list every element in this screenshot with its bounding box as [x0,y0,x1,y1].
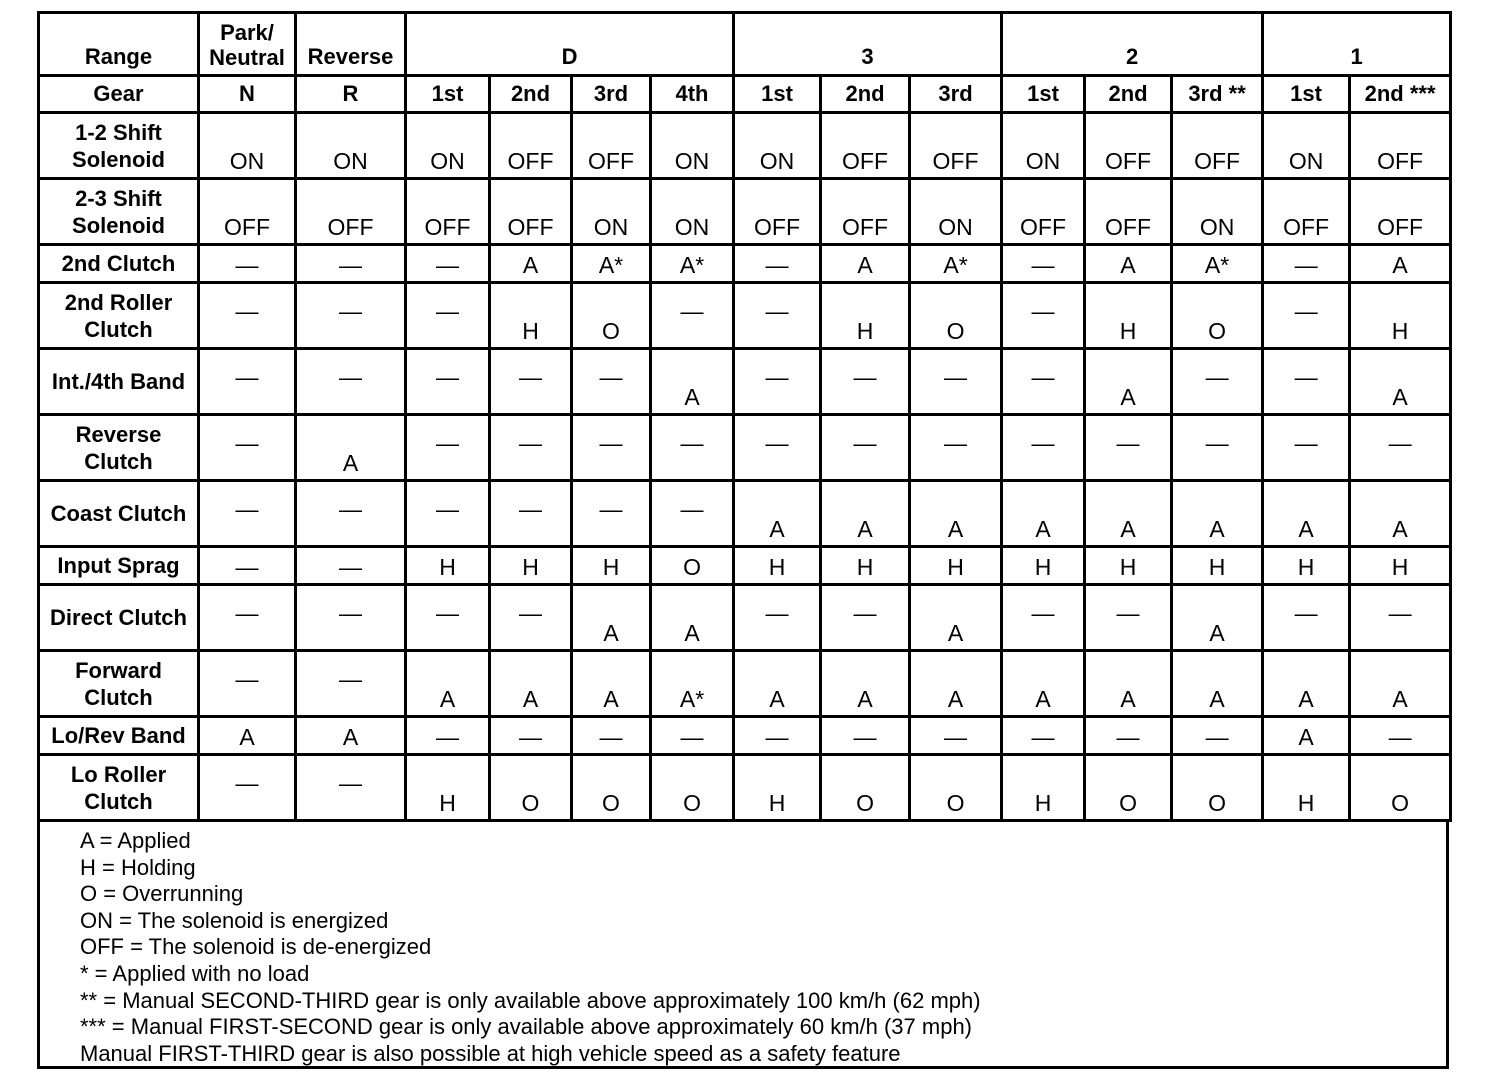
state-cell: H [1002,547,1085,585]
gear-header-label: Gear [39,76,199,113]
table-row [39,651,1451,717]
gear-header-cell: 3rd [910,76,1002,113]
state-cell: — [296,283,406,349]
legend-line: OFF = The solenoid is de-energized [80,934,432,960]
state-cell: A [1085,481,1172,547]
gear-header-cell: 2nd [490,76,572,113]
state-cell: ON [910,179,1002,245]
legend-line: * = Applied with no load [80,960,310,986]
state-cell: A [651,585,734,651]
table-row [39,179,1451,245]
component-label: Forward Clutch [39,651,199,717]
state-cell: — [296,585,406,651]
state-cell: OFF [1085,179,1172,245]
state-cell: A [910,481,1002,547]
gear-header-cell: N [199,76,296,113]
legend-line: A = Applied [80,828,191,853]
state-cell: — [572,717,651,755]
state-cell: — [199,755,296,821]
state-cell: — [199,585,296,651]
state-cell: A [406,651,490,717]
clutch-application-table [37,11,1452,822]
state-cell: A [296,717,406,755]
state-cell: A [490,245,572,283]
state-cell: A [734,481,821,547]
state-cell: A [1172,651,1263,717]
state-cell: — [1263,349,1350,415]
state-cell: A [1172,585,1263,651]
state-cell: A [490,651,572,717]
state-cell: — [1263,283,1350,349]
state-cell: O [910,283,1002,349]
state-cell: — [406,481,490,547]
state-cell: — [1263,585,1350,651]
table-row [39,113,1451,179]
gear-header-cell: 1st [1263,76,1350,113]
state-cell: A [1263,481,1350,547]
state-cell: — [296,481,406,547]
state-cell: H [1350,547,1451,585]
state-cell: — [406,415,490,481]
state-cell: — [1085,717,1172,755]
state-cell: O [572,283,651,349]
gear-header-cell: 1st [734,76,821,113]
state-cell: O [572,755,651,821]
state-cell: — [651,415,734,481]
state-cell: O [490,755,572,821]
state-cell: OFF [1085,113,1172,179]
state-cell: — [490,481,572,547]
state-cell: — [734,245,821,283]
state-cell: H [572,547,651,585]
state-cell: A [734,651,821,717]
state-cell: — [296,245,406,283]
state-cell: — [1002,283,1085,349]
state-cell: — [1002,585,1085,651]
state-cell: H [1350,283,1451,349]
component-label: Input Sprag [39,547,199,585]
state-cell: OFF [406,179,490,245]
table-row [39,283,1451,349]
state-cell: — [296,755,406,821]
gear-header-cell: 2nd [821,76,910,113]
state-cell: A [1263,651,1350,717]
state-cell: A [199,717,296,755]
gear-header-cell: 1st [1002,76,1085,113]
legend-line: *** = Manual FIRST-SECOND gear is only available above approximately 60 km/h (37 mph) [80,1014,973,1040]
state-cell: OFF [1350,113,1451,179]
state-cell: — [406,717,490,755]
gear-header-cell: 3rd [572,76,651,113]
state-cell: ON [199,113,296,179]
legend-line: H = Holding [80,854,196,880]
state-cell: — [1172,415,1263,481]
state-cell: — [910,415,1002,481]
state-cell: A [1002,481,1085,547]
state-cell: ON [734,113,821,179]
legend-line: ON = The solenoid is energized [80,907,389,933]
state-cell: OFF [1002,179,1085,245]
component-label: Coast Clutch [39,481,199,547]
state-cell: H [734,755,821,821]
state-cell: H [1172,547,1263,585]
range-header-cell: Park/ Neutral [199,13,296,76]
state-cell: — [821,349,910,415]
state-cell: ON [296,113,406,179]
table-row [39,245,1451,283]
state-cell: A [1172,481,1263,547]
state-cell: — [910,349,1002,415]
state-cell: ON [1263,113,1350,179]
state-cell: — [734,717,821,755]
state-cell: — [572,415,651,481]
component-label: 2-3 Shift Solenoid [39,179,199,245]
state-cell: A* [651,245,734,283]
range-header-cell: 1 [1263,13,1451,76]
state-cell: — [406,245,490,283]
range-header-row [39,13,1451,76]
state-cell: H [910,547,1002,585]
state-cell: ON [651,113,734,179]
state-cell: O [1172,755,1263,821]
state-cell: — [199,547,296,585]
state-cell: A [1085,651,1172,717]
legend-line: Manual FIRST-THIRD gear is also possible at high vehicle speed as a safety feature [80,1040,901,1066]
table-row [39,349,1451,415]
state-cell: A [821,245,910,283]
state-cell: — [199,349,296,415]
table-row [39,585,1451,651]
state-cell: ON [572,179,651,245]
state-cell: — [296,547,406,585]
state-cell: — [1002,717,1085,755]
state-cell: — [651,283,734,349]
state-cell: A [1350,481,1451,547]
range-header-cell: Reverse [296,13,406,76]
state-cell: A [1002,651,1085,717]
state-cell: A [296,415,406,481]
component-label: 2nd Clutch [39,245,199,283]
state-cell: — [1350,585,1451,651]
state-cell: ON [406,113,490,179]
state-cell: — [1085,585,1172,651]
state-cell: H [406,547,490,585]
state-cell: — [490,585,572,651]
component-label: Lo/Rev Band [39,717,199,755]
state-cell: — [490,717,572,755]
component-label: 1-2 Shift Solenoid [39,113,199,179]
state-cell: A [572,651,651,717]
table-row [39,755,1451,821]
state-cell: A [821,481,910,547]
state-cell: O [821,755,910,821]
state-cell: — [1002,245,1085,283]
state-cell: H [821,283,910,349]
state-cell: A [910,585,1002,651]
component-label: Reverse Clutch [39,415,199,481]
state-cell: — [1172,717,1263,755]
state-cell: A [1350,651,1451,717]
state-cell: OFF [490,179,572,245]
state-cell: H [1085,547,1172,585]
state-cell: OFF [821,113,910,179]
state-cell: — [490,349,572,415]
state-cell: A* [572,245,651,283]
state-cell: — [734,415,821,481]
state-cell: — [910,717,1002,755]
state-cell: A* [910,245,1002,283]
gear-header-cell: 4th [651,76,734,113]
table-row [39,481,1451,547]
state-cell: O [910,755,1002,821]
state-cell: — [572,349,651,415]
component-label: Int./4th Band [39,349,199,415]
state-cell: — [406,349,490,415]
state-cell: A [910,651,1002,717]
state-cell: A [1350,349,1451,415]
component-label: Lo Roller Clutch [39,755,199,821]
table-row [39,547,1451,585]
gear-header-cell: 2nd *** [1350,76,1451,113]
state-cell: OFF [910,113,1002,179]
state-cell: O [651,755,734,821]
state-cell: — [651,717,734,755]
shift-chart-sheet [37,11,1449,1069]
state-cell: O [1350,755,1451,821]
state-cell: OFF [490,113,572,179]
state-cell: H [1085,283,1172,349]
gear-header-cell: 1st [406,76,490,113]
gear-header-cell: 3rd ** [1172,76,1263,113]
state-cell: A [1085,349,1172,415]
state-cell: H [1002,755,1085,821]
state-cell: A [1085,245,1172,283]
state-cell: OFF [734,179,821,245]
state-cell: — [734,283,821,349]
state-cell: — [1263,245,1350,283]
range-header-cell: 3 [734,13,1002,76]
gear-header-cell: 2nd [1085,76,1172,113]
state-cell: — [199,245,296,283]
state-cell: H [1263,755,1350,821]
state-cell: A [572,585,651,651]
state-cell: H [734,547,821,585]
state-cell: — [1350,717,1451,755]
state-cell: A [1350,245,1451,283]
component-label: 2nd Roller Clutch [39,283,199,349]
state-cell: — [490,415,572,481]
legend-line: ** = Manual SECOND-THIRD gear is only available above approximately 100 km/h (62 mph) [80,987,981,1013]
state-cell: — [821,415,910,481]
table-row [39,415,1451,481]
state-cell: OFF [572,113,651,179]
state-cell: H [821,547,910,585]
state-cell: — [199,481,296,547]
range-header-cell: 2 [1002,13,1263,76]
state-cell: — [199,283,296,349]
gear-header-row [39,76,1451,113]
state-cell: O [1085,755,1172,821]
table-row [39,717,1451,755]
state-cell: H [490,283,572,349]
state-cell: O [651,547,734,585]
state-cell: — [821,585,910,651]
gear-header-cell: R [296,76,406,113]
state-cell: — [1350,415,1451,481]
state-cell: OFF [1263,179,1350,245]
state-cell: — [296,651,406,717]
state-cell: — [199,415,296,481]
state-cell: — [199,651,296,717]
state-cell: H [490,547,572,585]
table-body [39,113,1451,821]
state-cell: — [406,283,490,349]
state-cell: A [821,651,910,717]
state-cell: — [1172,349,1263,415]
state-cell: — [651,481,734,547]
state-cell: OFF [296,179,406,245]
state-cell: — [734,349,821,415]
state-cell: OFF [199,179,296,245]
state-cell: — [1085,415,1172,481]
state-cell: — [821,717,910,755]
state-cell: OFF [1172,113,1263,179]
state-cell: O [1172,283,1263,349]
state-cell: H [1263,547,1350,585]
component-label: Direct Clutch [39,585,199,651]
state-cell: ON [1002,113,1085,179]
legend [37,822,1449,1069]
state-cell: — [1263,415,1350,481]
state-cell: A* [1172,245,1263,283]
state-cell: A [651,349,734,415]
state-cell: — [406,585,490,651]
state-cell: ON [651,179,734,245]
state-cell: OFF [821,179,910,245]
state-cell: — [734,585,821,651]
state-cell: A [1263,717,1350,755]
state-cell: OFF [1350,179,1451,245]
state-cell: — [296,349,406,415]
range-header-cell: D [406,13,734,76]
state-cell: — [572,481,651,547]
legend-line: O = Overrunning [80,881,244,907]
range-header-label: Range [39,13,199,76]
state-cell: — [1002,349,1085,415]
state-cell: — [1002,415,1085,481]
state-cell: A* [651,651,734,717]
state-cell: ON [1172,179,1263,245]
state-cell: H [406,755,490,821]
